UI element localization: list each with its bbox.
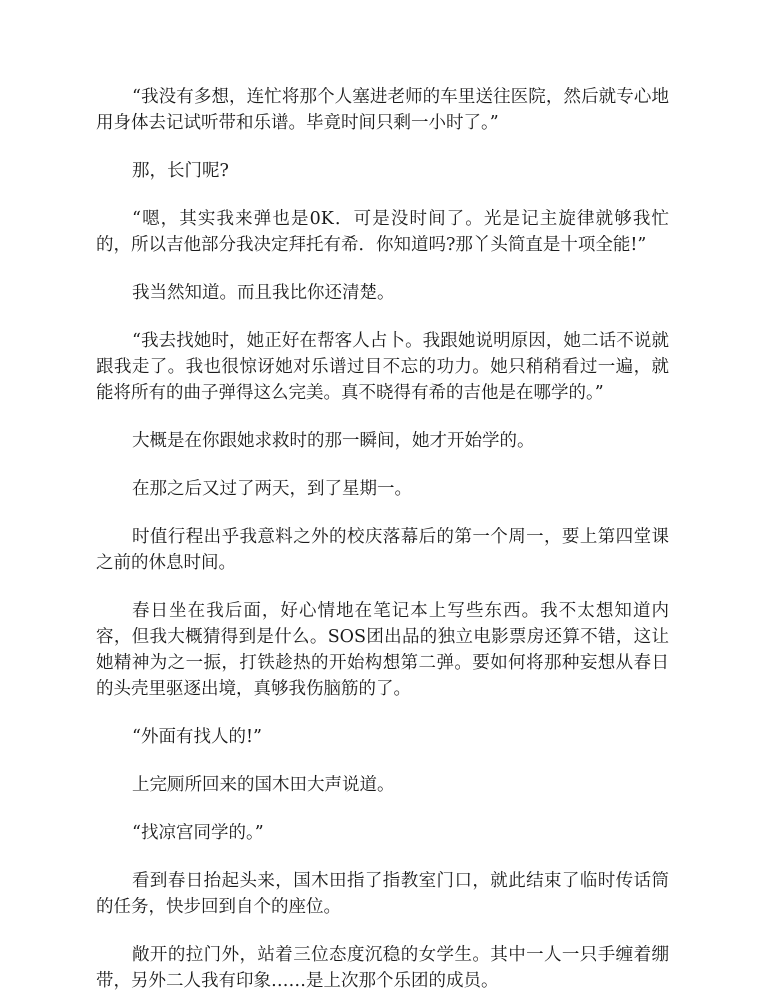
paragraph: 上完厕所回来的国木田大声说道。	[132, 775, 395, 795]
paragraph: “找凉宫同学的。”	[132, 823, 264, 843]
paragraph: “我没有多想，连忙将那个人塞进老师的车里送往医院，然后就专心地用身体去记试听带和乐谱。毕竟时间只剩一小时了。”	[96, 87, 669, 133]
paragraph: “嗯，其实我来弹也是0K．可是没时间了。光是记主旋律就够我忙的，所以吉他部分我决定拜托有希．你知道吗?那丫头简直是十项全能!”	[96, 209, 669, 255]
paragraph: 大概是在你跟她求救时的那一瞬间，她才开始学的。	[132, 431, 535, 451]
paragraph: 春日坐在我后面，好心情地在笔记本上写些东西。我不太想知道内容，但我大概猜得到是什么。SOS团出品的独立电影票房还算不错，这让她精神为之一振，打铁趁热的开始构想第二弹。要如何将那种妄想从春日的头壳里驱逐出境，真够我伤脑筋的了。	[96, 601, 669, 699]
paragraph: “我去找她时，她正好在帮客人占卜。我跟她说明原因，她二话不说就跟我走了。我也很惊讶她对乐谱过目不忘的功力。她只稍稍看过一遍，就能将所有的曲子弹得这么完美。真不晓得有希的吉他是在哪学的。”	[96, 331, 669, 403]
paragraph: 看到春日抬起头来，国木田指了指教室门口，就此结束了临时传话筒的任务，快步回到自个的座位。	[96, 871, 669, 917]
paragraph: 敞开的拉门外，站着三位态度沉稳的女学生。其中一人一只手缠着绷带，另外二人我有印象……是上次那个乐团的成员。	[96, 945, 669, 991]
paragraph: 那，长门呢?	[132, 161, 229, 181]
paragraph: 在那之后又过了两天，到了星期一。	[132, 479, 412, 499]
paragraph: “外面有找人的!”	[132, 727, 262, 747]
paragraph: 我当然知道。而且我比你还清楚。	[132, 283, 395, 303]
paragraph: 时值行程出乎我意料之外的校庆落幕后的第一个周一，要上第四堂课之前的休息时间。	[96, 527, 669, 573]
